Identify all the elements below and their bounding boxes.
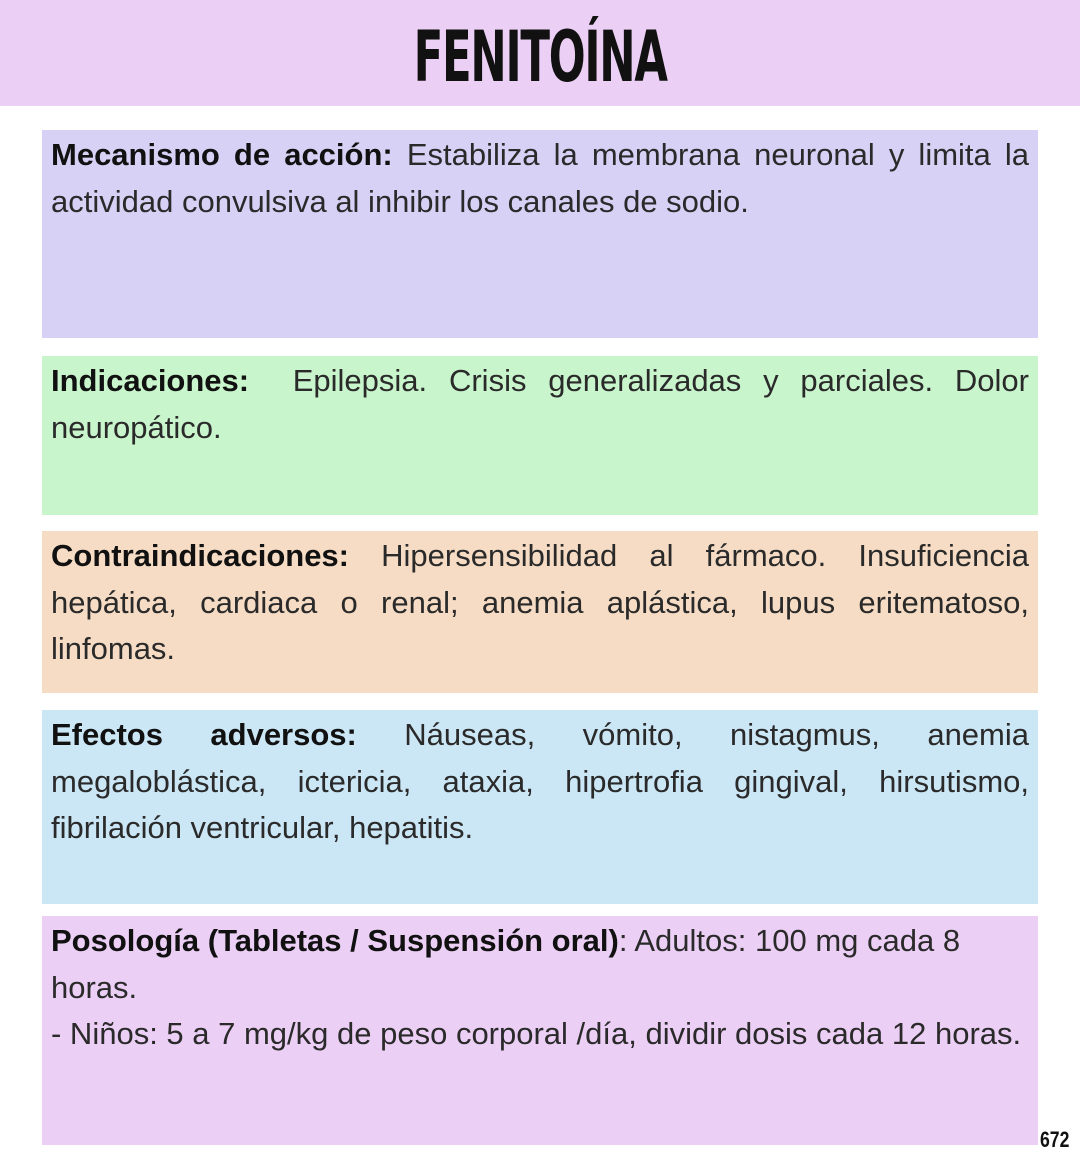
section-dosage — [42, 916, 1038, 1145]
page-number: 672 — [1040, 1127, 1070, 1152]
dosage-adults — [51, 918, 1029, 1011]
section-text: Náuseas, vómito, nistagmus, anemia megaloblástica, ictericia, ataxia, hipertrofia gingival, hirsutismo, fibrilación ventricular, hepatitis. — [51, 717, 1030, 845]
section-text: Epilepsia. Crisis generalizadas y parciales. Dolor neuropático. — [51, 363, 1038, 445]
section-mechanism — [42, 130, 1038, 338]
section-label: Efectos adversos: — [51, 717, 357, 752]
title-banner — [0, 0, 1080, 106]
dosage-children: - Niños: 5 a 7 mg/kg de peso corporal /día, dividir dosis cada 12 horas. — [51, 1016, 1022, 1051]
section-text: Estabiliza la membrana neuronal y limita la actividad convulsiva al inhibir los canales de sodio. — [51, 137, 1029, 219]
page-title: FENITOÍNA — [413, 16, 667, 98]
section-contraindications — [42, 531, 1038, 693]
section-text: : Adultos: 100 mg cada 8 horas. — [51, 923, 961, 1005]
section-text: Hipersensibilidad al fármaco. Insuficiencia hepática, cardiaca o renal; anemia aplástica, lupus eritematoso, linfomas. — [51, 538, 1029, 666]
section-label: Mecanismo de acción: — [51, 137, 393, 172]
section-label: Indicaciones: — [51, 363, 250, 398]
section-label: Contraindicaciones: — [51, 538, 349, 573]
section-adverse-effects — [42, 710, 1038, 904]
section-indications — [42, 356, 1038, 515]
section-label: Posología (Tabletas / Suspensión oral) — [51, 923, 619, 958]
